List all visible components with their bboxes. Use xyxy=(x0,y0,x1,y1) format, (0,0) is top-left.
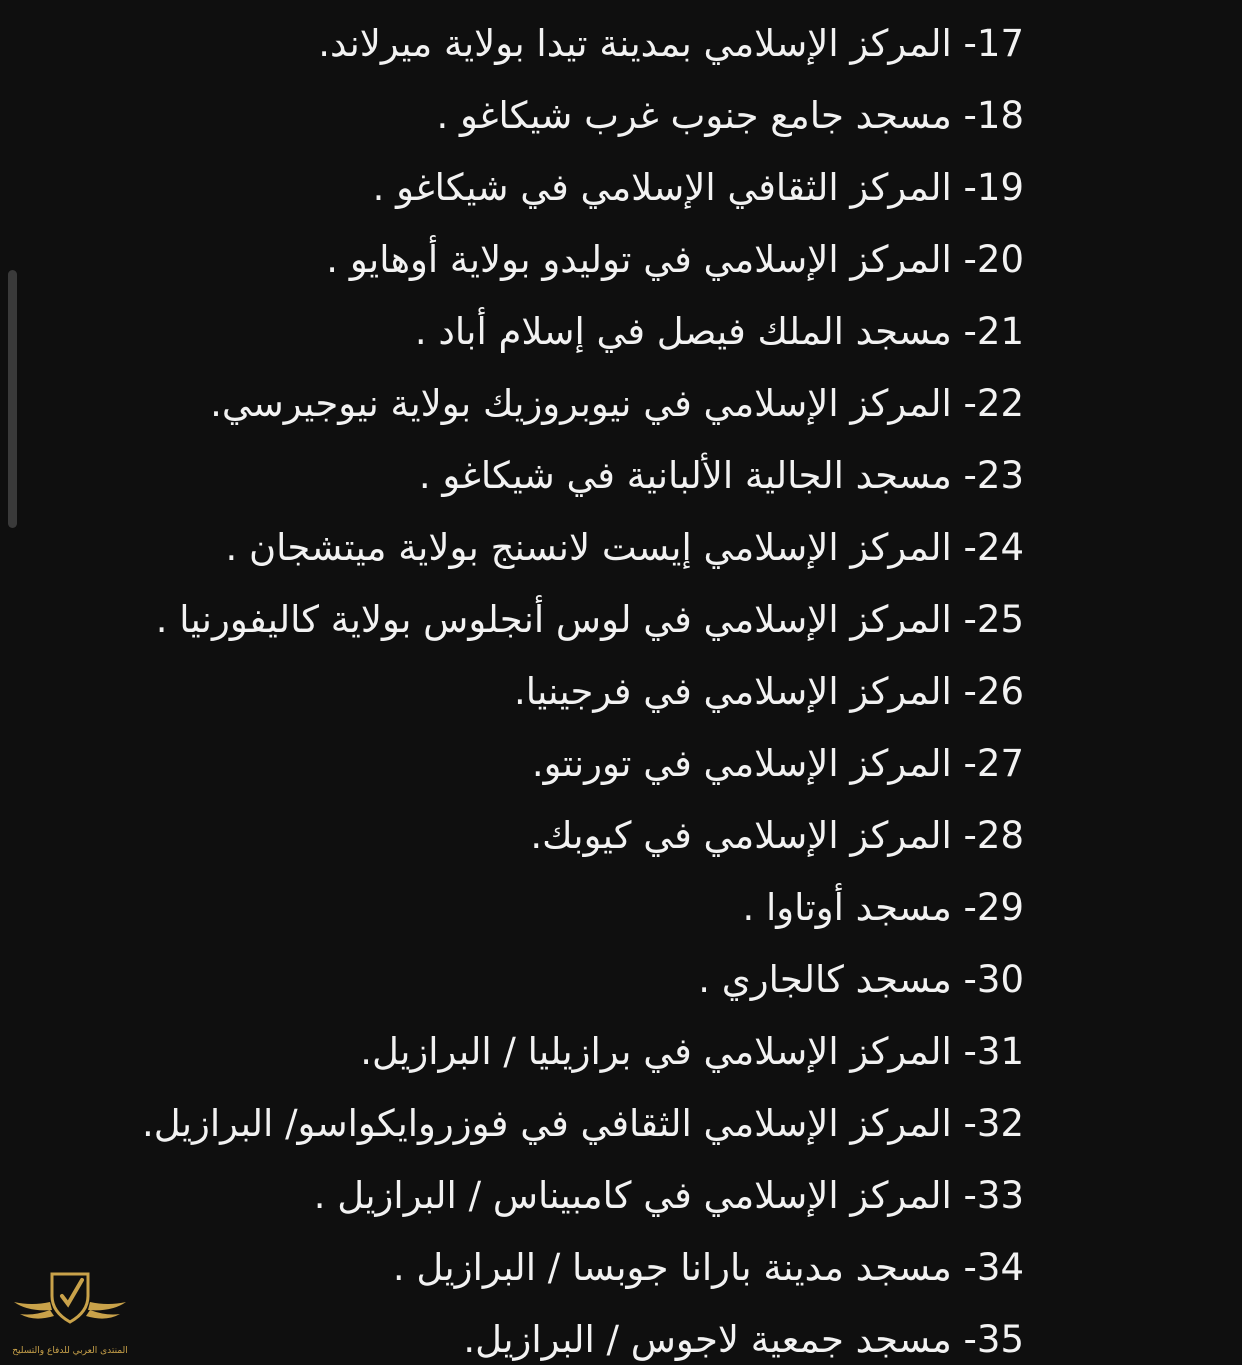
list-item: 23- مسجد الجالية الألبانية في شيكاغو . xyxy=(418,454,1024,497)
watermark-caption: المنتدى العربي للدفاع والتسليح xyxy=(12,1346,128,1356)
list-item: 35- مسجد جمعية لاجوس / البرازيل. xyxy=(463,1318,1024,1361)
list-item: 27- المركز الإسلامي في تورنتو. xyxy=(531,742,1024,785)
list-item: 17- المركز الإسلامي بمدينة تيدا بولاية ميرلاند. xyxy=(318,22,1024,65)
list-item: 33- المركز الإسلامي في كامبيناس / البرازيل . xyxy=(313,1174,1024,1217)
list-item: 20- المركز الإسلامي في توليدو بولاية أوهايو . xyxy=(326,238,1024,281)
list-item: 34- مسجد مدينة بارانا جوبسا / البرازيل . xyxy=(392,1246,1024,1289)
list-item: 24- المركز الإسلامي إيست لانسنج بولاية ميتشجان . xyxy=(225,526,1024,569)
list-item: 26- المركز الإسلامي في فرجينيا. xyxy=(513,670,1024,713)
mosque-list xyxy=(24,8,1024,1365)
shield-wings-icon xyxy=(8,1266,132,1348)
list-item: 21- مسجد الملك فيصل في إسلام أباد . xyxy=(414,310,1024,353)
forum-watermark-logo xyxy=(8,1266,132,1362)
list-item: 22- المركز الإسلامي في نيوبروزيك بولاية نيوجيرسي. xyxy=(210,382,1024,425)
list-item: 19- المركز الثقافي الإسلامي في شيكاغو . xyxy=(372,166,1024,209)
list-item: 29- مسجد أوتاوا . xyxy=(742,886,1024,929)
scrollbar[interactable] xyxy=(8,270,17,528)
list-item: 28- المركز الإسلامي في كيوبك. xyxy=(530,814,1024,857)
list-item: 18- مسجد جامع جنوب غرب شيكاغو . xyxy=(436,94,1024,137)
list-item: 25- المركز الإسلامي في لوس أنجلوس بولاية كاليفورنيا . xyxy=(155,598,1024,641)
list-item: 31- المركز الإسلامي في برازيليا / البرازيل. xyxy=(360,1030,1024,1073)
list-item: 32- المركز الإسلامي الثقافي في فوزروايكواسو/ البرازيل. xyxy=(141,1102,1024,1145)
list-item: 30- مسجد كالجاري . xyxy=(698,958,1024,1001)
